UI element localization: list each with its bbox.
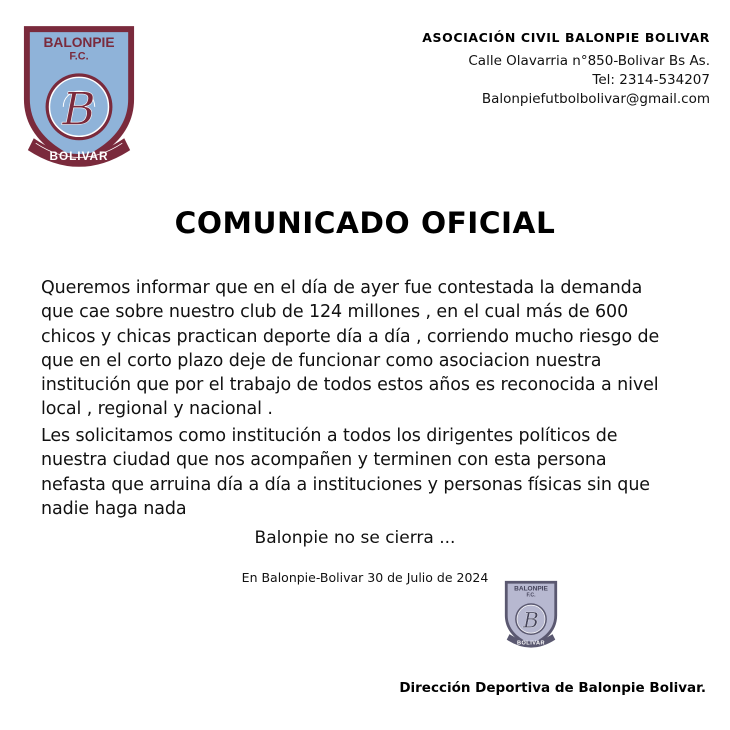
svg-text:F.C.: F.C. [526,592,536,599]
body-line: nuestra ciudad que nos acompañen y terminen con esta persona [41,450,607,471]
small-crest-logo [503,578,559,650]
body-line: local , regional y nacional . [41,399,273,420]
svg-text:F.C.: F.C. [69,50,89,63]
body-paragraph-1 [41,276,701,422]
email: Balonpiefutbolbolivar@gmail.com [481,91,710,107]
body-line: institución que por el trabajo de todos estos años es reconocida a nivel [41,375,659,396]
address: Calle Olavarria n°850-Bolivar Bs As. [468,53,710,69]
body-paragraph-2 [41,424,701,521]
svg-text:B: B [62,82,96,136]
signature: Dirección Deportiva de Balonpie Bolivar. [399,680,706,696]
body-line: Queremos informar que en el día de ayer fue contestada la demanda [41,278,643,298]
body-line: nadie haga nada [41,498,187,519]
phone: Tel: 2314-534207 [592,72,710,88]
body-line: que en el corto plazo deje de funcionar como asociacion nuestra [41,350,602,371]
svg-text:BALONPIE: BALONPIE [43,34,115,50]
body-line: chicos y chicas practican deporte día a día , corriendo mucho riesgo de [41,326,660,347]
svg-text:B: B [523,608,539,634]
svg-text:BOLIVAR: BOLIVAR [516,640,546,647]
svg-text:BOLIVAR: BOLIVAR [49,148,109,163]
organization-name: ASOCIACIÓN CIVIL BALONPIE BOLIVAR [422,30,710,45]
club-crest-logo [20,22,138,170]
body-line: que cae sobre nuestro club de 124 millones , en el cual más de 600 [41,302,629,323]
date-line: En Balonpie-Bolivar 30 de Julio de 2024 [241,570,489,585]
svg-text:BALONPIE: BALONPIE [514,585,548,593]
page-title: COMUNICADO OFICIAL [174,206,556,240]
body-line: Les solicitamos como institución a todos los dirigentes políticos de [41,426,618,446]
slogan: Balonpie no se cierra ... [254,528,456,548]
body-line: nefasta que arruina día a día a instituciones y personas físicas sin que [41,474,650,495]
